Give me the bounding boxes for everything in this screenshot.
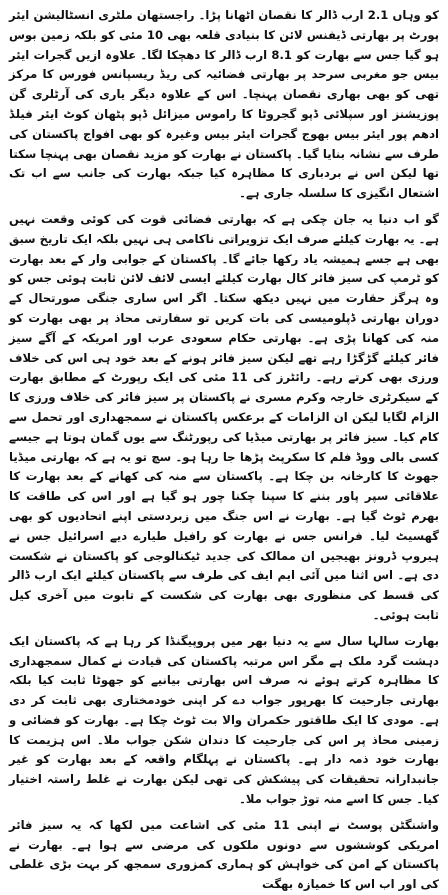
article-paragraph-4: واشنگٹن پوسٹ نے اپنی 11 مئی کی اشاعت میں لکھا کہ یہ سیز فائر امریکی کوششوں سے دونوں ملکوں کی مرضی سے ہوا ہے۔ بھارت نے پاکستان کے امن کی خواہش کو ہماری کمزوری سمجھ کر بہت بڑی غلطی کی اور اب اس کا خمیازہ بھگت: [9, 817, 439, 892]
article-paragraph-2: گو اب دنیا یہ جان چکی ہے کہ بھارتی فضائی قوت کی کوئی وقعت نہیں ہے۔ یہ بھارت کیلئے صرف ایک تزویراتی ناکامی ہی نہیں بلکہ ایک تاریخ سبق بھی ہے جسے ہمیشہ یاد رکھا جائے گا۔ پاکستان کے جوابی وار کے بعد بھارت کو ٹرمپ کی سیز فائر کال بھارت کیلئے ایسی لائف لائن ثابت ہوئی جس کو وہ ہرگز حقارت میں نہیں دیکھ سکتا۔ اگر اس ساری جنگی صورتحال کے دوران بھارتی ڈپلومیسی کی بات کریں تو سفارتی محاذ پر بھی بھارت کو منہ کی کھانا پڑی ہے۔ بھارتی حکام سعودی عرب اور امریکہ کے آگے سیز فائر کیلئے گڑگڑا رہے تھے لیکن سیز فائر ہونے کے بعد خود ہی اس کی خلاف ورزی بھی کرتے رہے۔ رائٹرز کی 11 مئی کی ایک رپورٹ کے مطابق بھارت کے سیکرٹری خارجہ وکرم مسری نے پاکستان پر سیز فائر کی خلاف ورزی کا الزام لگایا لیکن ان الزامات کے برعکس پاکستان نے سمجھداری اور تحمل سے کام کیا۔ سیز فائر پر بھارتی میڈیا کی رپورٹنگ سے یوں گمان ہوتا ہے جیسے کسی بالی ووڈ فلم کا سکرپٹ پڑھا جا رہا ہو۔ سچ تو یہ ہے کہ بھارتی میڈیا جھوٹ کا کارخانہ بن چکا ہے۔ پاکستان سے منہ کی کھانے کے بعد بھارت کا علاقائی سپر پاور بننے کا سپنا چکنا چور ہو گیا ہے اور اس کی طاقت کا بھرم ٹوٹ گیا ہے۔ بھارت نے اس جنگ میں زبردستی اپنے اتحادیوں کو بھی گھسیٹ لیا۔ فرانس جس نے بھارت کو رافیل طیارے دیے اسرائیل جس نے ہیروپ ڈرونز بھیجیں ان ممالک کی جدید ٹیکنالوجی کو پاکستان نے شکست دی ہے۔ اس اثنا میں آئی ایم ایف کی طرف سے پاکستان کیلئے ایک ارب ڈالر کی قسط کی منظوری بھی بھارت کی شکست کے تابوت میں آخری کیل ثابت ہوئی۔: [9, 211, 439, 622]
article-paragraph-1: کو وہاں 2.1 ارب ڈالر کا نقصان اٹھانا پڑا۔ راجستھان ملٹری انسٹالیشن ایئر پورٹ پر بھارتی ڈیفنس لائن کا بنیادی قلعہ بھی 10 مئی کو بلکہ زمین بوس ہو گیا جس سے بھارت کو 8.1 ارب ڈالر کا دھچکا لگا۔ علاوہ ازیں گجرات ایئر بیس جو مغربی سرحد پر بھارتی فضائیہ کی ریڈ ریسپانس فورس کا مرکز تھی کو بھی بھاری نقصان پہنچا۔ اس کے علاوہ دیگر یاری کی آرٹلری گن پوزیشنز اور سپلائی ڈپو گجروٹا کا راموس میزائل ڈپو پٹھان کوٹ ایئر فیلڈ ادھم پور ایئر بیس بھوج گجرات ایئر بیس وغیرہ کو بھی افواج پاکستان کی طرف سے نشانہ بنایا گیا۔ پاکستان نے بھارت کو مزید نقصان بھی پہنچا سکتا تھا لیکن اس نے بردباری کا مظاہرہ کیا جبکہ بھارت کی جانب سے اب تک اشتعال انگیزی کا سلسلہ جاری ہے۔: [9, 8, 440, 201]
article-paragraph-3: بھارت سالہا سال سے یہ دنیا بھر میں پروپیگنڈا کر رہا ہے کہ پاکستان ایک دہشت گرد ملک ہے مگر اس مرتبہ پاکستان کی قیادت نے کمال سمجھداری کا مظاہرہ کرتے ہوئے نہ صرف اس بھارتی بیانیے کو جھوٹا ثابت کیا بلکہ بھارتی جارحیت کا بھرپور جواب دے کر اپنی خودمختاری بھی ثابت کر دی ہے۔ مودی کا ایک طاقتور حکمران والا بت ٹوٹ چکا ہے۔ بھارت کو فضائی و زمینی محاذ پر اس کی جارحیت کا دندان شکن جواب ملا۔ اس ہزیمت کا بھارت خود ذمہ دار ہے۔ پاکستان نے پہلگام واقعہ کے بعد بھارت کو غیر جانبدارانہ تحقیقات کی پیشکش کی تھی لیکن بھارت نے غلط راستہ اختیار کیا۔ جس کا اسے منہ توڑ جواب ملا۔: [9, 633, 439, 807]
